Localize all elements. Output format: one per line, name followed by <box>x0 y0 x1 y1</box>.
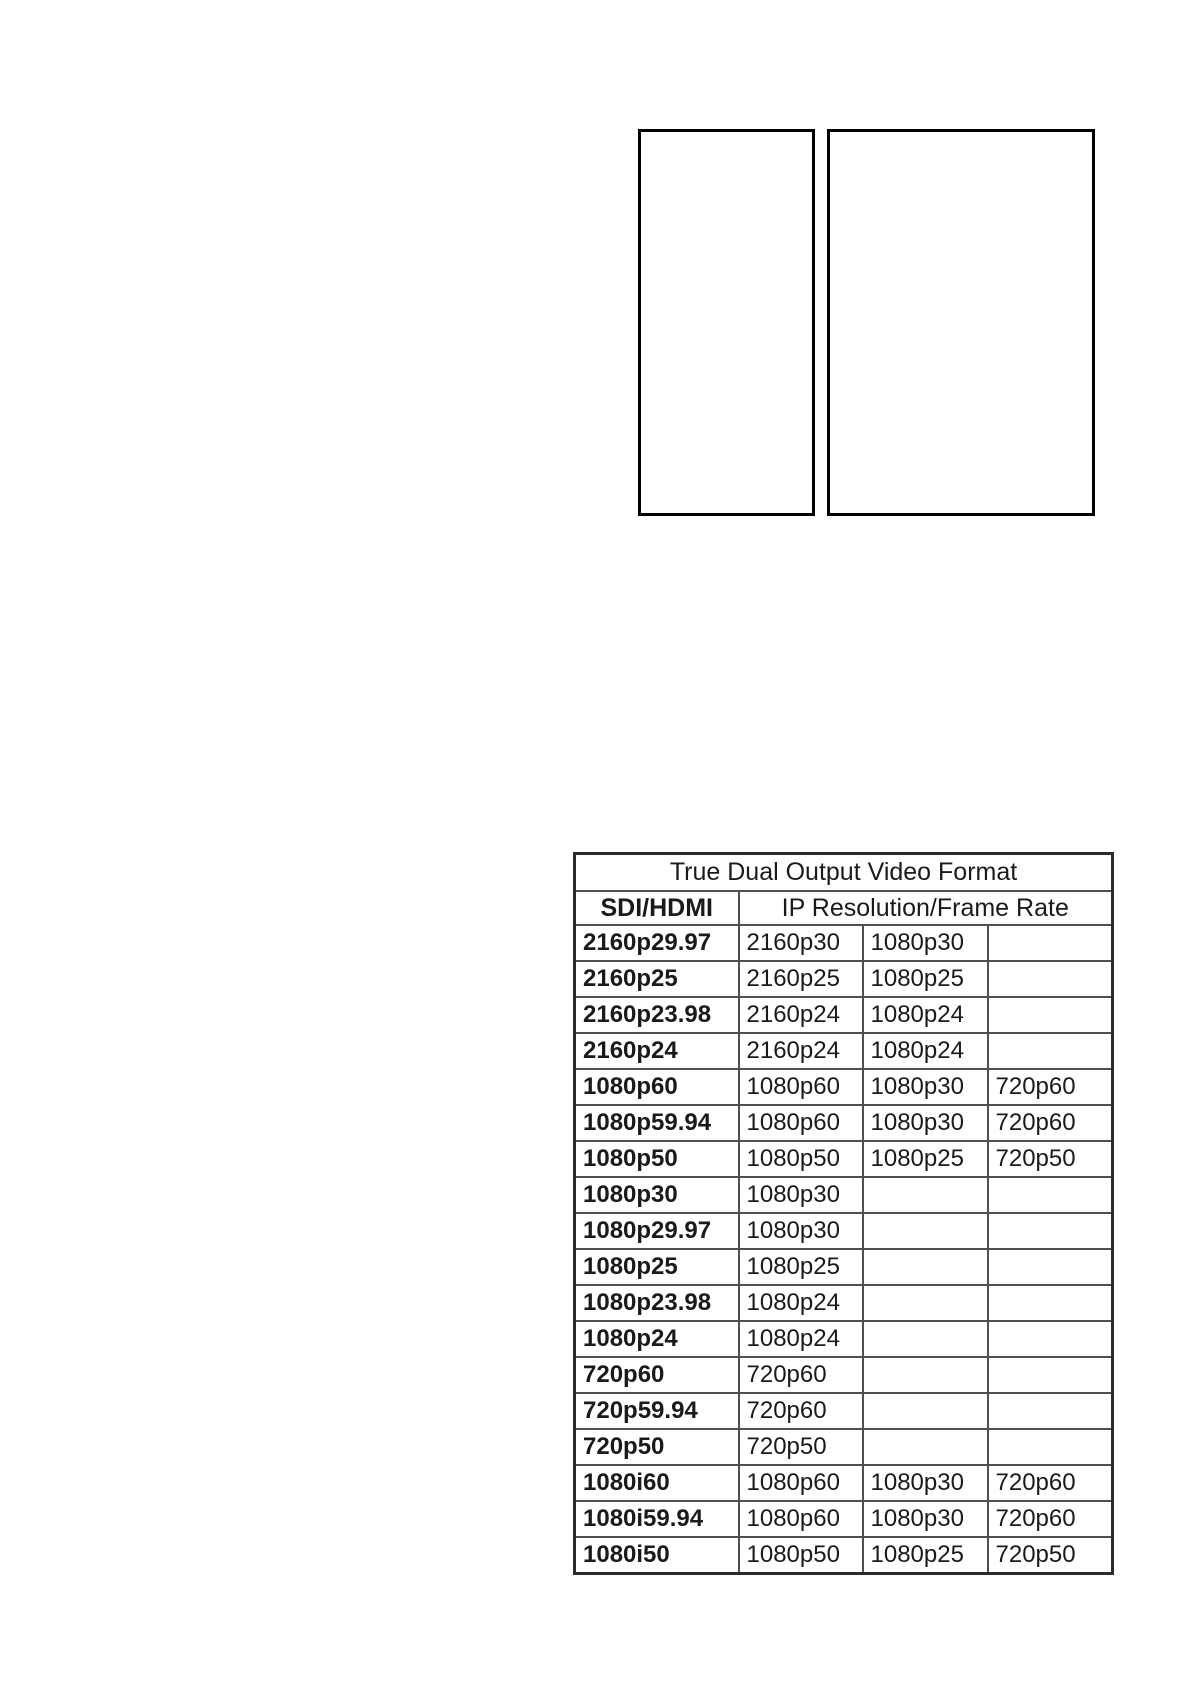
ip-resolution-cell: 1080p50 <box>739 1141 863 1177</box>
sdi-hdmi-format-cell: 1080i59.94 <box>575 1501 739 1537</box>
sdi-hdmi-format-cell: 1080i50 <box>575 1537 739 1574</box>
sdi-hdmi-format-cell: 1080p50 <box>575 1141 739 1177</box>
ip-resolution-cell <box>988 961 1113 997</box>
ip-resolution-cell: 1080p25 <box>739 1249 863 1285</box>
ip-resolution-cell: 720p60 <box>739 1393 863 1429</box>
ip-resolution-cell: 1080p30 <box>863 925 988 961</box>
ip-resolution-cell: 720p50 <box>739 1429 863 1465</box>
ip-resolution-cell <box>988 1249 1113 1285</box>
ip-resolution-cell: 2160p24 <box>739 1033 863 1069</box>
table-row <box>575 1105 1113 1141</box>
ip-resolution-cell: 1080p60 <box>739 1105 863 1141</box>
ip-resolution-cell <box>988 1357 1113 1393</box>
sdi-hdmi-format-cell: 720p59.94 <box>575 1393 739 1429</box>
ip-resolution-cell: 1080p30 <box>863 1465 988 1501</box>
format-table-body <box>575 854 1113 1574</box>
ip-resolution-cell: 1080p30 <box>739 1177 863 1213</box>
ip-resolution-cell: 1080p50 <box>739 1537 863 1574</box>
table-row <box>575 1141 1113 1177</box>
ip-resolution-cell: 1080p60 <box>739 1501 863 1537</box>
ip-resolution-cell <box>988 1285 1113 1321</box>
ip-resolution-cell <box>988 1429 1113 1465</box>
figure-placeholder-right <box>827 129 1095 516</box>
table-row <box>575 1501 1113 1537</box>
ip-resolution-cell <box>988 925 1113 961</box>
column-header-sdi-hdmi: SDI/HDMI <box>575 891 739 925</box>
ip-resolution-cell: 1080p25 <box>863 961 988 997</box>
table-row <box>575 1177 1113 1213</box>
ip-resolution-cell: 1080p25 <box>863 1537 988 1574</box>
sdi-hdmi-format-cell: 2160p23.98 <box>575 997 739 1033</box>
sdi-hdmi-format-cell: 1080p30 <box>575 1177 739 1213</box>
ip-resolution-cell <box>863 1285 988 1321</box>
ip-resolution-cell: 1080p24 <box>863 997 988 1033</box>
table-header-row <box>575 891 1113 925</box>
ip-resolution-cell: 2160p30 <box>739 925 863 961</box>
ip-resolution-cell: 2160p25 <box>739 961 863 997</box>
sdi-hdmi-format-cell: 1080p24 <box>575 1321 739 1357</box>
table-row <box>575 925 1113 961</box>
ip-resolution-cell: 1080p24 <box>739 1321 863 1357</box>
table-row <box>575 1429 1113 1465</box>
sdi-hdmi-format-cell: 720p60 <box>575 1357 739 1393</box>
ip-resolution-cell: 1080p24 <box>739 1285 863 1321</box>
sdi-hdmi-format-cell: 2160p24 <box>575 1033 739 1069</box>
ip-resolution-cell: 720p50 <box>988 1141 1113 1177</box>
table-row <box>575 1537 1113 1574</box>
ip-resolution-cell <box>988 1213 1113 1249</box>
ip-resolution-cell <box>863 1321 988 1357</box>
table-row <box>575 1321 1113 1357</box>
table-title: True Dual Output Video Format <box>575 854 1113 892</box>
ip-resolution-cell: 1080p30 <box>739 1213 863 1249</box>
sdi-hdmi-format-cell: 720p50 <box>575 1429 739 1465</box>
ip-resolution-cell: 720p60 <box>988 1465 1113 1501</box>
ip-resolution-cell: 1080p30 <box>863 1501 988 1537</box>
table-row <box>575 961 1113 997</box>
sdi-hdmi-format-cell: 1080p60 <box>575 1069 739 1105</box>
ip-resolution-cell: 1080p24 <box>863 1033 988 1069</box>
ip-resolution-cell: 720p50 <box>988 1537 1113 1574</box>
ip-resolution-cell <box>988 1393 1113 1429</box>
sdi-hdmi-format-cell: 2160p29.97 <box>575 925 739 961</box>
table-row <box>575 1465 1113 1501</box>
ip-resolution-cell: 1080p30 <box>863 1105 988 1141</box>
ip-resolution-cell: 1080p60 <box>739 1069 863 1105</box>
ip-resolution-cell: 720p60 <box>988 1069 1113 1105</box>
table-row <box>575 997 1113 1033</box>
table-row <box>575 1069 1113 1105</box>
table-row <box>575 1249 1113 1285</box>
ip-resolution-cell <box>988 1033 1113 1069</box>
table-row <box>575 1285 1113 1321</box>
dual-output-video-format-table <box>573 852 1114 1575</box>
ip-resolution-cell: 720p60 <box>739 1357 863 1393</box>
ip-resolution-cell <box>988 1177 1113 1213</box>
table-row <box>575 1213 1113 1249</box>
ip-resolution-cell: 1080p25 <box>863 1141 988 1177</box>
ip-resolution-cell: 1080p30 <box>863 1069 988 1105</box>
ip-resolution-cell <box>863 1357 988 1393</box>
ip-resolution-cell: 720p60 <box>988 1501 1113 1537</box>
sdi-hdmi-format-cell: 1080p29.97 <box>575 1213 739 1249</box>
ip-resolution-cell <box>863 1393 988 1429</box>
ip-resolution-cell: 2160p24 <box>739 997 863 1033</box>
ip-resolution-cell <box>863 1249 988 1285</box>
ip-resolution-cell <box>988 1321 1113 1357</box>
sdi-hdmi-format-cell: 1080p23.98 <box>575 1285 739 1321</box>
sdi-hdmi-format-cell: 1080p25 <box>575 1249 739 1285</box>
ip-resolution-cell: 1080p60 <box>739 1465 863 1501</box>
column-header-ip-resolution-frame-rate: IP Resolution/Frame Rate <box>739 891 1113 925</box>
ip-resolution-cell <box>863 1429 988 1465</box>
table-title-row <box>575 854 1113 892</box>
table-row <box>575 1357 1113 1393</box>
sdi-hdmi-format-cell: 1080p59.94 <box>575 1105 739 1141</box>
ip-resolution-cell <box>863 1177 988 1213</box>
table-row <box>575 1393 1113 1429</box>
sdi-hdmi-format-cell: 2160p25 <box>575 961 739 997</box>
ip-resolution-cell <box>988 997 1113 1033</box>
figure-placeholder-left <box>638 129 815 516</box>
ip-resolution-cell: 720p60 <box>988 1105 1113 1141</box>
sdi-hdmi-format-cell: 1080i60 <box>575 1465 739 1501</box>
ip-resolution-cell <box>863 1213 988 1249</box>
table-row <box>575 1033 1113 1069</box>
